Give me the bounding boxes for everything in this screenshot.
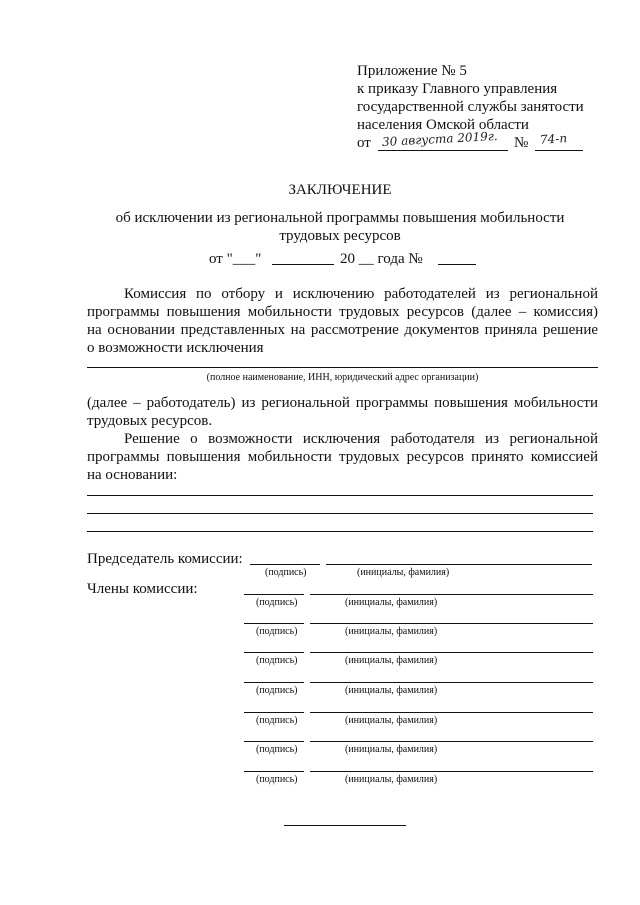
member-6-name-caption: (инициалы, фамилия) [345, 744, 438, 755]
member-5-signature-line [244, 712, 304, 713]
appendix-region-line: населения Омской области [357, 117, 529, 133]
document-title: ЗАКЛЮЧЕНИЕ [288, 182, 392, 198]
member-1-name-caption: (инициалы, фамилия) [345, 597, 438, 608]
footer-separator [284, 825, 406, 826]
member-3-signature-line [244, 652, 304, 653]
para3-line-2: программы повышения мобильности трудовых ресурсов принято комиссией [87, 449, 598, 465]
member-2-signature-line [244, 623, 304, 624]
member-7-name-line [310, 771, 593, 772]
date-line-year: 20 __ года № [340, 251, 423, 267]
basis-blank-line-1 [87, 495, 593, 496]
para1-line-4: о возможности исключения [87, 340, 264, 356]
subtitle-line-2: трудовых ресурсов [279, 228, 401, 244]
para2-line-2: трудовых ресурсов. [87, 413, 213, 429]
organization-blank-line [87, 367, 598, 368]
member-2-name-line [310, 623, 593, 624]
para3-line-3: на основании: [87, 467, 178, 483]
appendix-number: Приложение № 5 [357, 63, 467, 79]
date-line-from: от "___" [209, 251, 262, 267]
member-7-signature-line [244, 771, 304, 772]
chair-name-caption: (инициалы, фамилия) [357, 567, 450, 578]
member-7-name-caption: (инициалы, фамилия) [345, 774, 438, 785]
member-2-signature-caption: (подпись) [256, 626, 298, 637]
organization-caption: (полное наименование, ИНН, юридический адрес организации) [206, 372, 479, 383]
member-2-name-caption: (инициалы, фамилия) [345, 626, 438, 637]
member-6-signature-line [244, 741, 304, 742]
member-3-name-caption: (инициалы, фамилия) [345, 655, 438, 666]
member-3-name-line [310, 652, 593, 653]
member-3-signature-caption: (подпись) [256, 655, 298, 666]
appendix-service-line: государственной службы занятости [357, 99, 584, 115]
member-1-signature-line [244, 594, 304, 595]
member-4-name-caption: (инициалы, фамилия) [345, 685, 438, 696]
member-1-name-line [310, 594, 593, 595]
date-month-blank [272, 264, 334, 265]
appendix-order-line: к приказу Главного управления [357, 81, 558, 97]
member-6-signature-caption: (подпись) [256, 744, 298, 755]
handwritten-date: 30 августа 2019г. [381, 128, 499, 150]
para3-line-1: Решение о возможности исключения работодателя из региональной [124, 431, 598, 447]
para2-line-1: (далее – работодатель) из региональной программы повышения мобильности [87, 395, 598, 411]
chair-label: Председатель комиссии: [87, 551, 243, 567]
date-underline [378, 150, 508, 151]
appendix-number-label: № [514, 135, 529, 151]
appendix-from-label: от [357, 135, 371, 151]
para1-line-3: на основании представленных на рассмотрение документов приняла решение [87, 322, 598, 338]
member-5-signature-caption: (подпись) [256, 715, 298, 726]
chair-name-line [326, 564, 592, 565]
para1-line-2: программы повышения мобильности трудовых ресурсов (далее – комиссия) [87, 304, 598, 320]
member-6-name-line [310, 741, 593, 742]
member-1-signature-caption: (подпись) [256, 597, 298, 608]
para1-line-1: Комиссия по отбору и исключению работодателей из региональной [124, 286, 598, 302]
chair-signature-line [250, 564, 320, 565]
member-4-name-line [310, 682, 593, 683]
basis-blank-line-3 [87, 531, 593, 532]
basis-blank-line-2 [87, 513, 593, 514]
order-number-underline [535, 150, 583, 151]
date-number-blank [438, 264, 476, 265]
handwritten-order-number: 74-п [539, 131, 568, 147]
member-5-name-caption: (инициалы, фамилия) [345, 715, 438, 726]
members-label: Члены комиссии: [87, 581, 198, 597]
subtitle-line-1: об исключении из региональной программы повышения мобильности [115, 210, 565, 226]
member-4-signature-line [244, 682, 304, 683]
member-4-signature-caption: (подпись) [256, 685, 298, 696]
member-7-signature-caption: (подпись) [256, 774, 298, 785]
chair-signature-caption: (подпись) [265, 567, 307, 578]
member-5-name-line [310, 712, 593, 713]
